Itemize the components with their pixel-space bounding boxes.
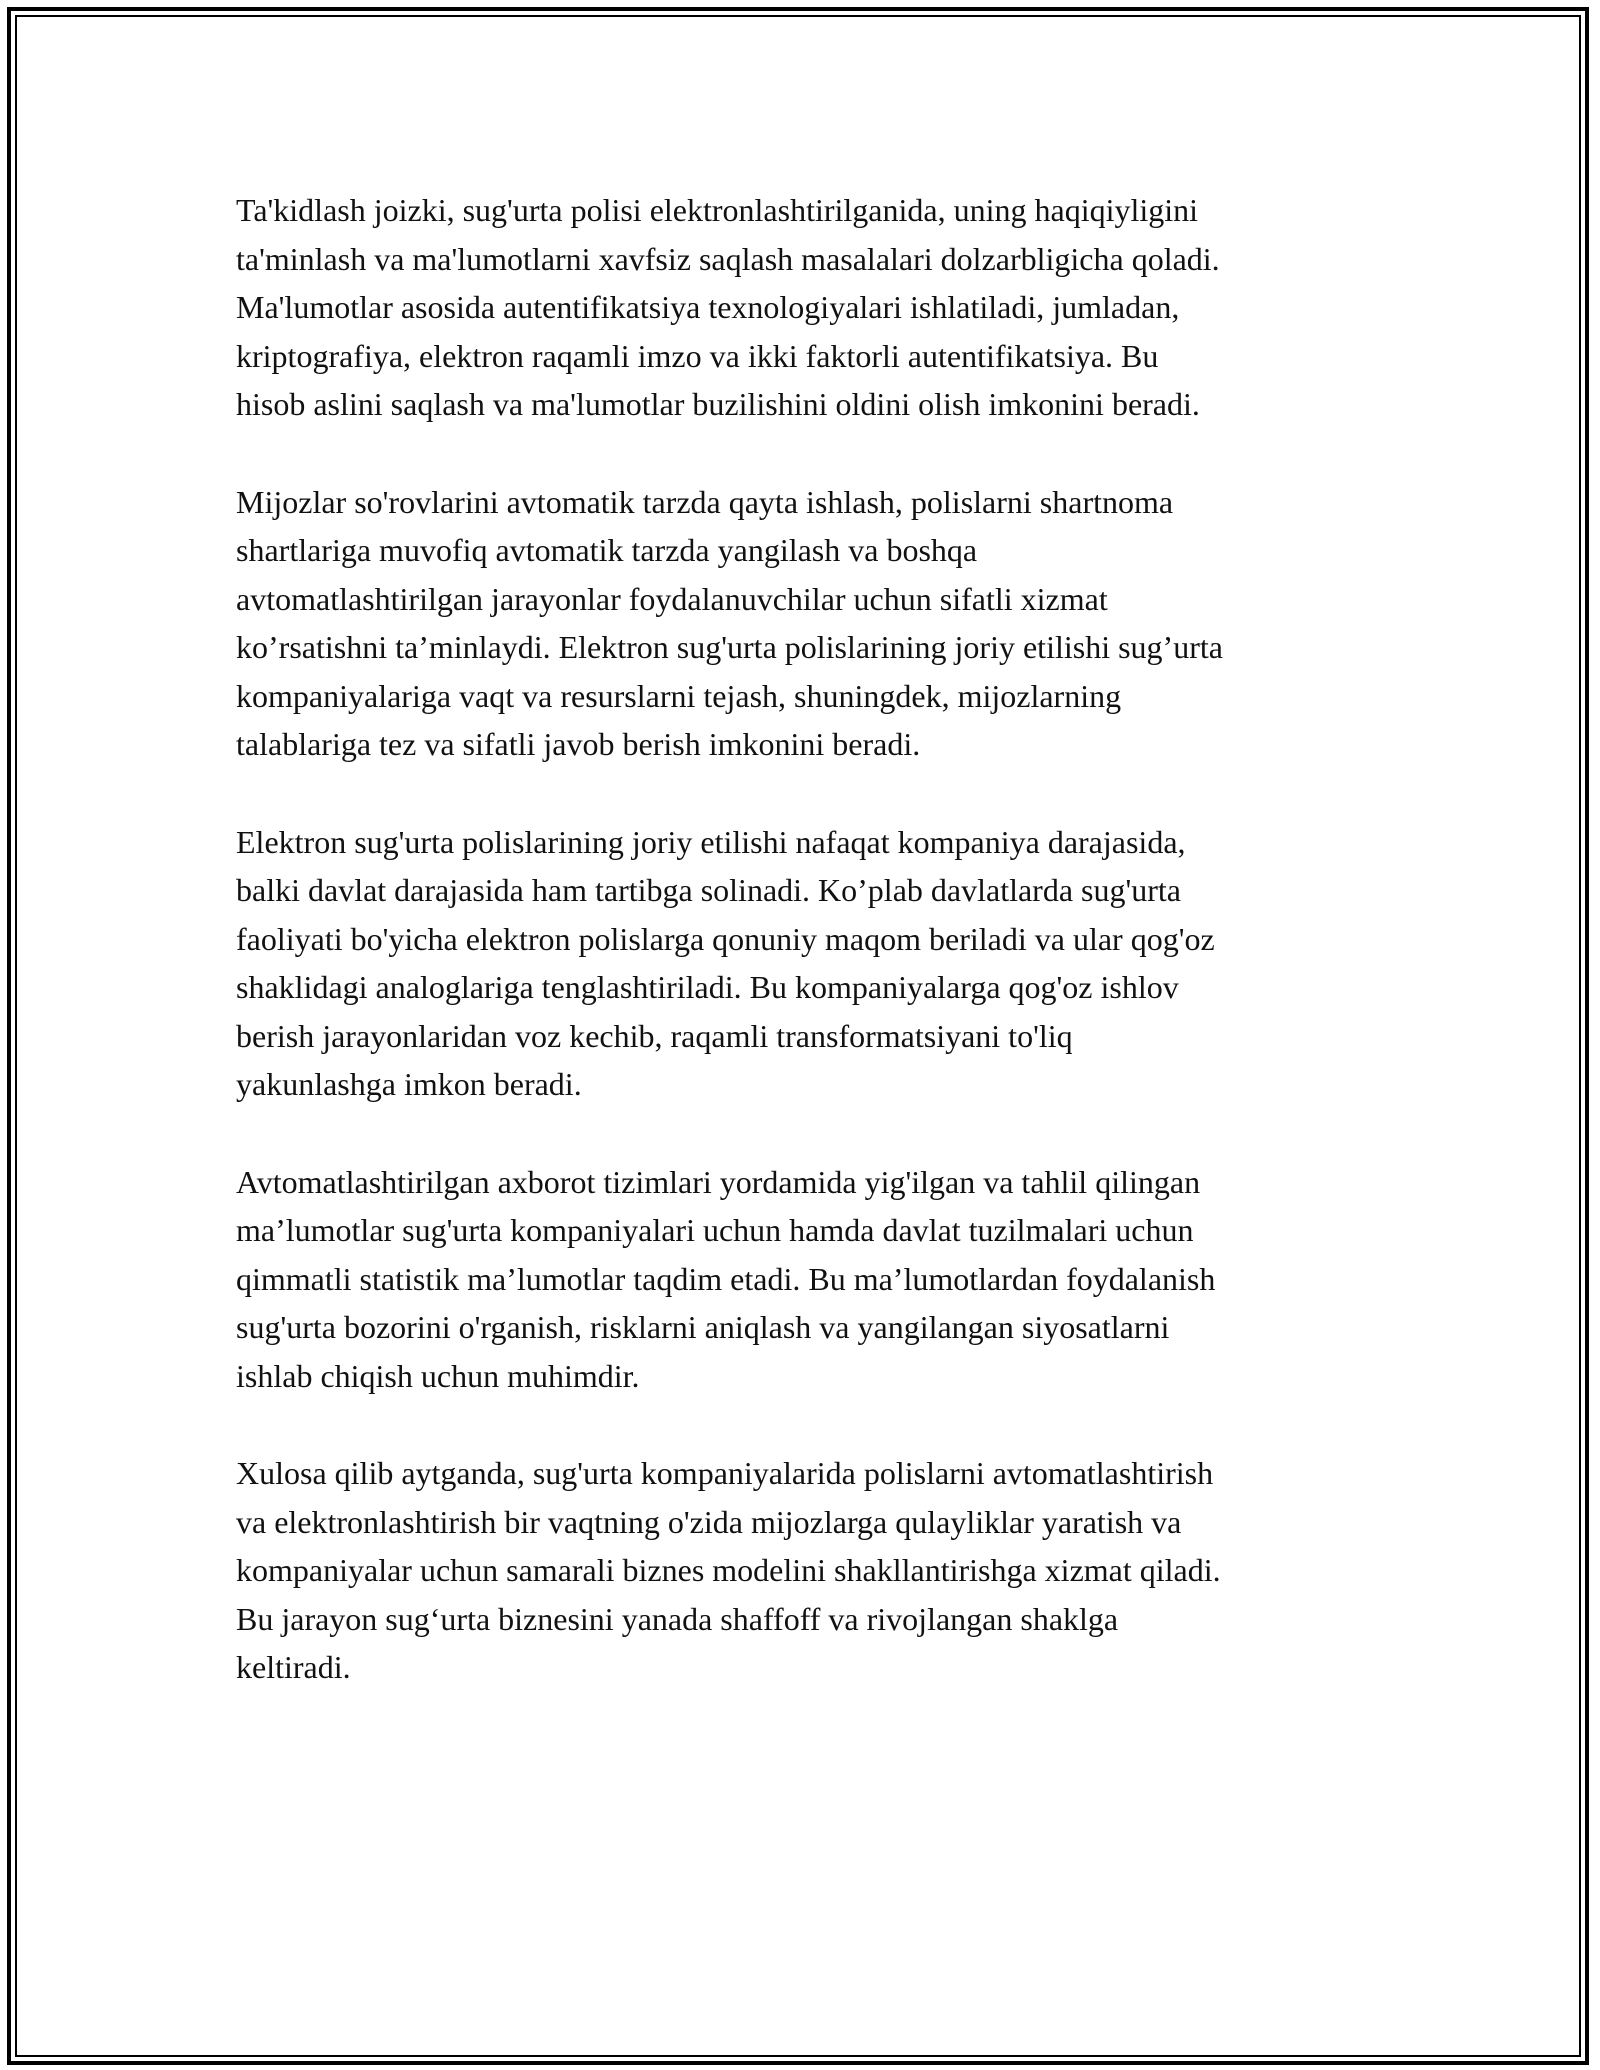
document-body — [236, 186, 1376, 1741]
paragraph-automation: Mijozlar so'rovlarini avtomatik tarzda qayta ishlash, polislarni shartnoma shartlariga muvofiq avtomatik tarzda yangilash va boshqa avtomatlashtirilgan jarayonlar foydalanuvchilar uchun sifatli xizmat ko’rsatishni ta’minlaydi. Elektron sug'urta polislarining joriy etilishi sug’urta kompaniyalariga vaqt va resurslarni tejash, shuningdek, mijozlarning talablariga tez va sifatli javob berish imkonini beradi. — [236, 483, 1223, 762]
paragraph-conclusion: Xulosa qilib aytganda, sug'urta kompaniyalarida polislarni avtomatlashtirish va elektronlashtirish bir vaqtning o'zida mijozlarga qulayliklar yaratish va kompaniyalar uchun samarali biznes modelini shakllantirishga xizmat qiladi. Bu jarayon sug‘urta biznesini yanada shaffoff va rivojlangan shaklga keltiradi. — [236, 1455, 1221, 1685]
paragraph-authentication: Ta'kidlash joizki, sug'urta polisi elektronlashtirilganida, uning haqiqiyligini ta'minlash va ma'lumotlarni xavfsiz saqlash masalalari dolzarbligicha qoladi. Ma'lumotlar asosida autentifikatsiya texnologiyalari ishlatiladi, jumladan, kriptografiya, elektron raqamli imzo va ikki faktorli autentifikatsiya. Bu hisob aslini saqlash va ma'lumotlar buzilishini oldini olish imkonini beradi. — [236, 192, 1220, 422]
paragraph-regulation: Elektron sug'urta polislarining joriy etilishi nafaqat kompaniya darajasida, balki davlat darajasida ham tartibga solinadi. Ko’plab davlatlarda sug'urta faoliyati bo'yicha elektron polislarga qonuniy maqom beriladi va ular qog'oz shaklidagi analoglariga tenglashtiriladi. Bu kompaniyalarga qog'oz ishlov berish jarayonlaridan voz kechib, raqamli transformatsiyani to'liq yakunlashga imkon beradi. — [236, 823, 1215, 1102]
paragraph-statistics: Avtomatlashtirilgan axborot tizimlari yordamida yig'ilgan va tahlil qilingan ma’lumotlar sug'urta kompaniyalari uchun hamda davlat tuzilmalari uchun qimmatli statistik ma’lumotlar taqdim etadi. Bu ma’lumotlardan foydalanish sug'urta bozorini o'rganish, risklarni aniqlash va yangilangan siyosatlarni ishlab chiqish uchun muhimdir. — [236, 1163, 1216, 1394]
